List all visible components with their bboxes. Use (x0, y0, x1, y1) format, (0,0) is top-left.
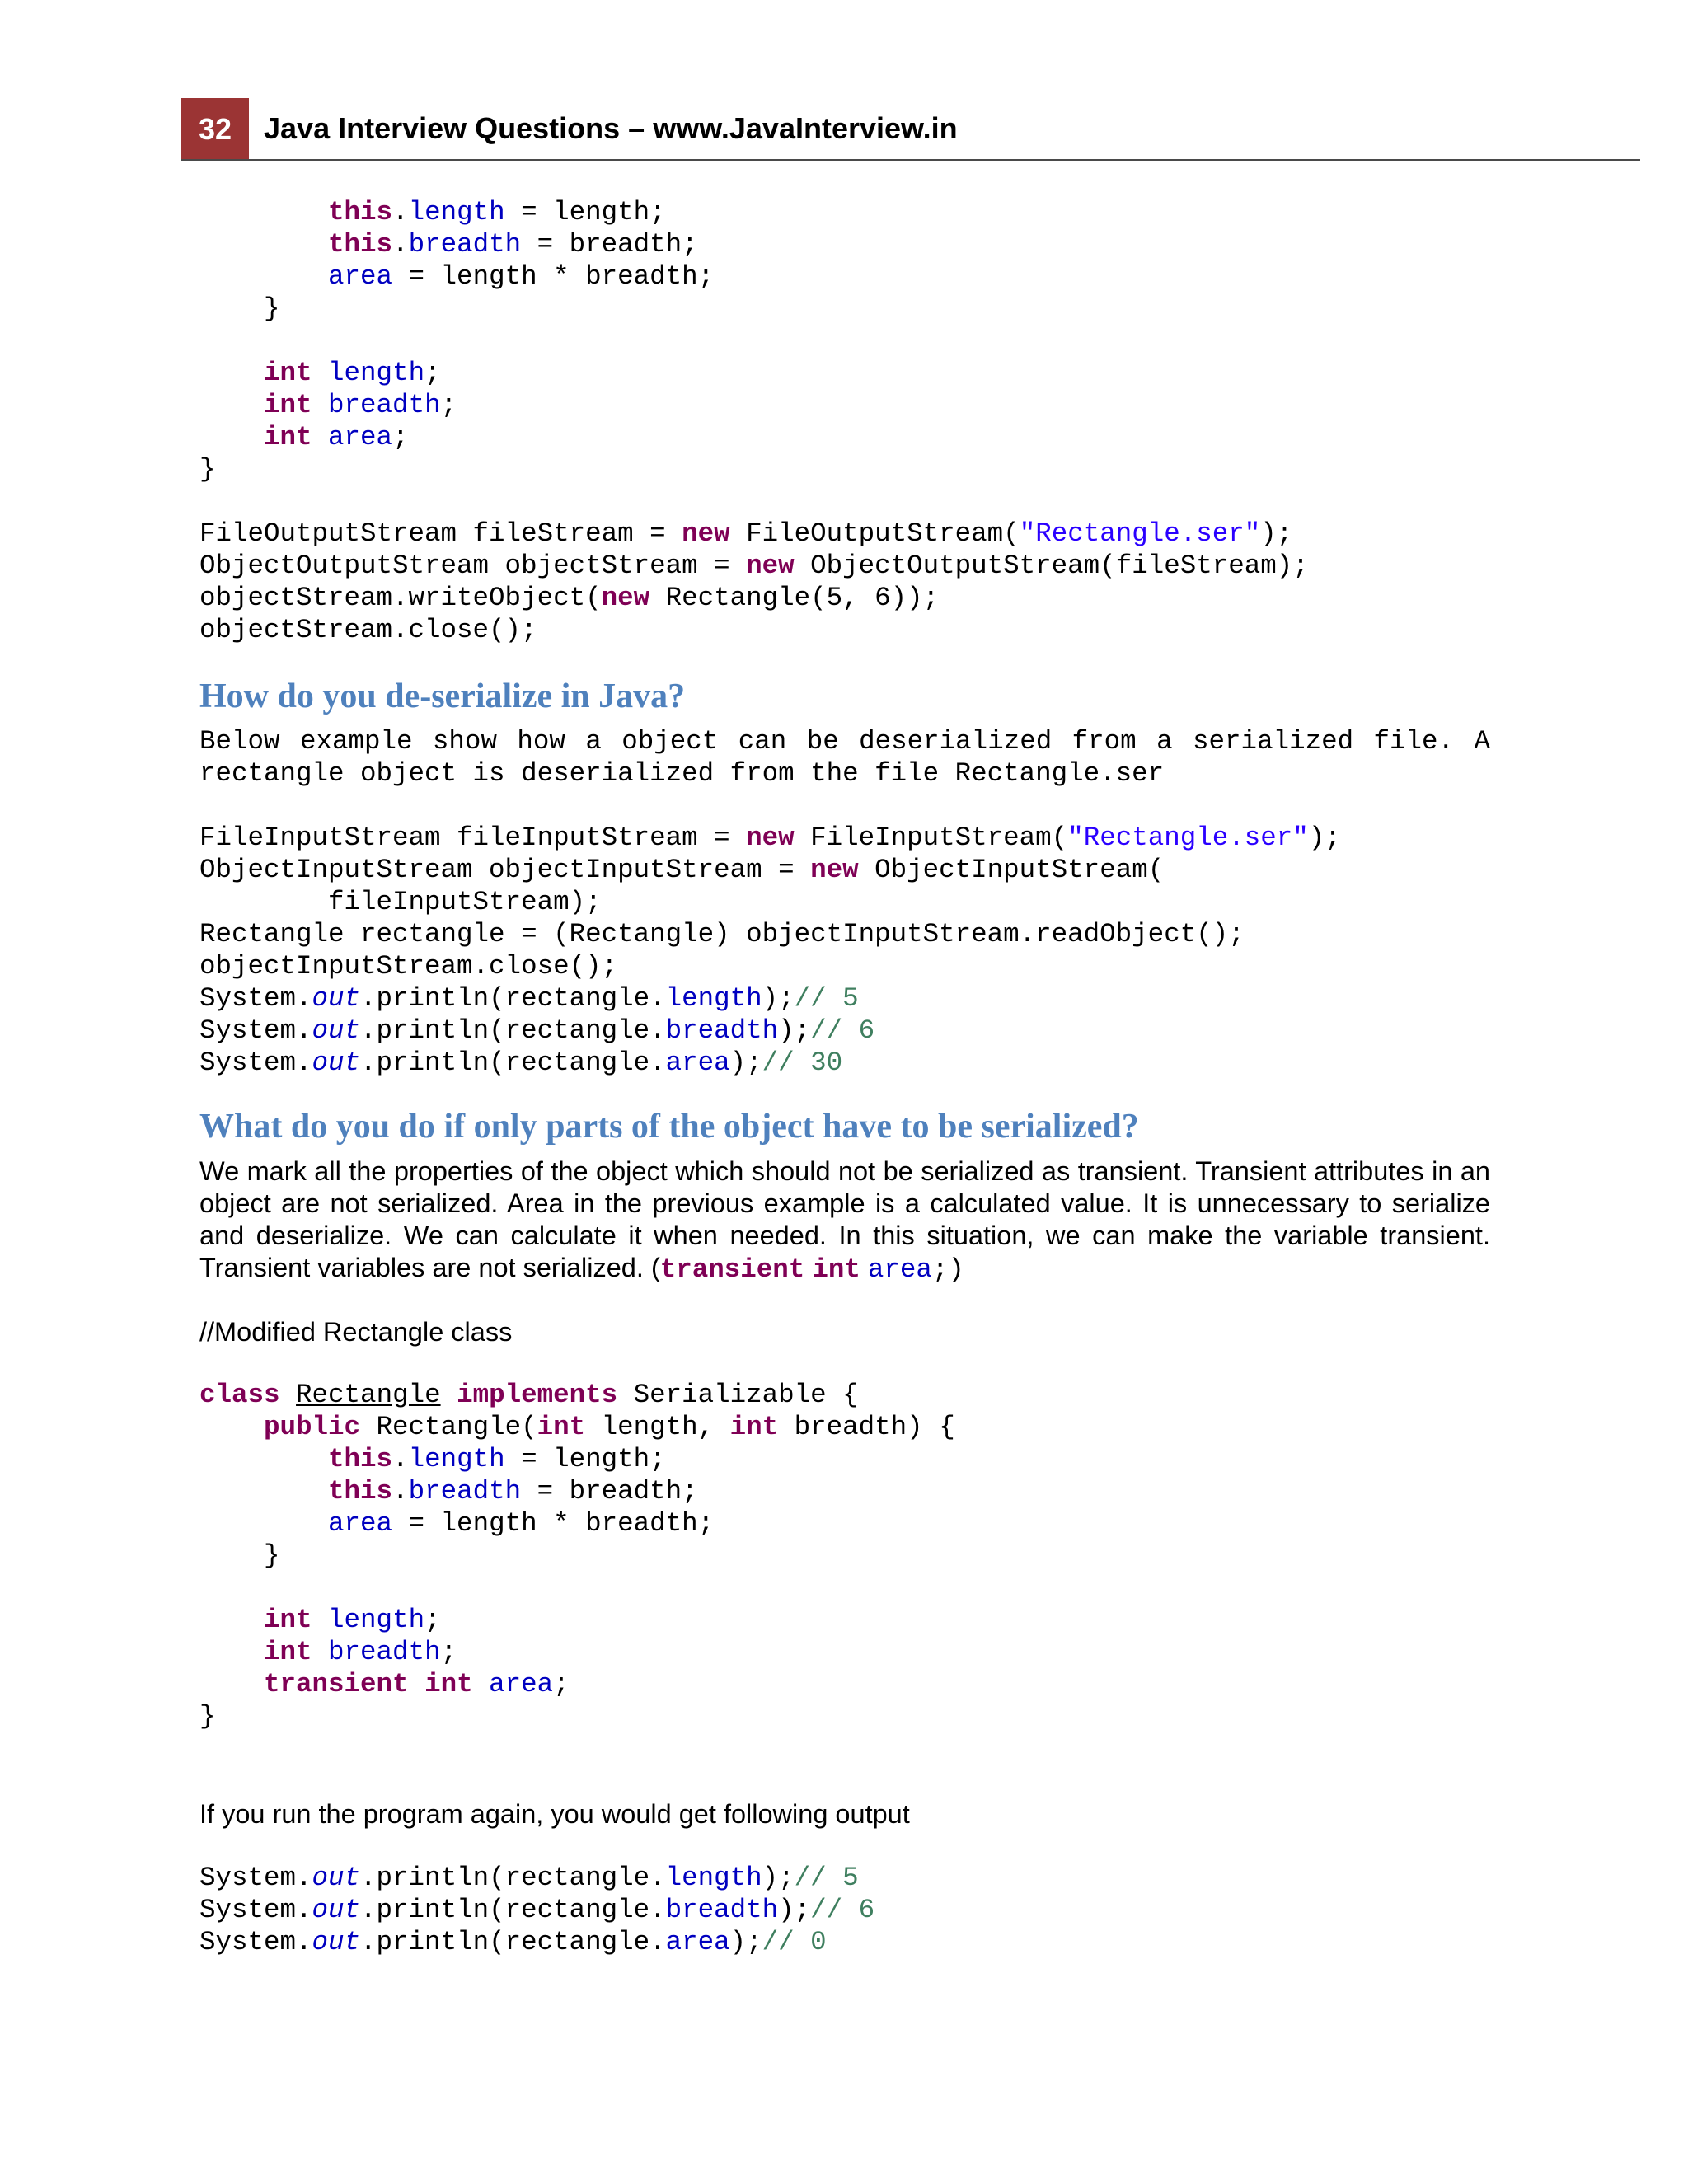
code-token: System. (199, 1047, 312, 1078)
code-token: new (810, 855, 859, 885)
code-token: FileInputStream fileInputStream = (199, 823, 747, 853)
code-token: area (328, 261, 393, 292)
code-token: .println(rectangle. (360, 1895, 666, 1925)
code-token: class (199, 1380, 280, 1410)
code-token: .println(rectangle. (360, 1863, 666, 1893)
code-token: Rectangle( (360, 1412, 537, 1442)
code-token: = length; (504, 197, 666, 227)
code-token: Rectangle (296, 1380, 441, 1410)
modified-class-comment: //Modified Rectangle class (199, 1317, 513, 1347)
code-block-modified-class (199, 1379, 955, 1732)
header-divider (181, 159, 1640, 161)
code-block-output (199, 1862, 874, 1958)
code-token: System. (199, 983, 312, 1014)
code-token: area (665, 1047, 730, 1078)
code-token: "Rectangle.ser" (1067, 823, 1309, 853)
code-token: length (408, 1444, 505, 1474)
code-token: out (312, 1863, 361, 1893)
code-token: public (264, 1412, 361, 1442)
code-token: breadth) { (778, 1412, 955, 1442)
code-token: length (328, 1605, 425, 1635)
code-token: FileOutputStream( (729, 518, 1020, 549)
code-token: "Rectangle.ser" (1019, 518, 1261, 549)
code-token: breadth (328, 390, 441, 420)
code-token: new (601, 583, 650, 613)
code-token: = length * breadth; (392, 1508, 715, 1539)
code-token: // 0 (762, 1927, 827, 1957)
code-token: ; (440, 1637, 457, 1667)
code-token: ; (440, 390, 457, 420)
code-token: new (746, 823, 795, 853)
code-token: ObjectInputStream( (858, 855, 1165, 885)
code-token: area (665, 1927, 730, 1957)
code-token: Rectangle(5, 6)); (649, 583, 940, 613)
code-token: Serializable { (617, 1380, 859, 1410)
code-token: ); (762, 983, 795, 1014)
code-token: area (328, 422, 393, 452)
section-heading-deserialize: How do you de-serialize in Java? (199, 677, 686, 715)
code-token: new (682, 518, 730, 549)
code-token: implements (457, 1380, 618, 1410)
code-token: System. (199, 1895, 312, 1925)
code-token: transient (264, 1669, 409, 1699)
code-block-deserialize (199, 822, 1341, 1079)
code-token: objectInputStream.close(); (199, 951, 618, 982)
code-token: FileInputStream( (794, 823, 1068, 853)
code-token: = length; (504, 1444, 666, 1474)
code-token: breadth (328, 1637, 441, 1667)
inline-code-keyword: int (812, 1254, 860, 1285)
code-token: System. (199, 1927, 312, 1957)
code-token: = breadth; (521, 229, 698, 260)
code-token: ObjectInputStream objectInputStream = (199, 855, 811, 885)
code-token: this (328, 1444, 393, 1474)
code-token: ; (553, 1669, 570, 1699)
code-token: .println(rectangle. (360, 983, 666, 1014)
section-description-deserialize: Below example show how a object can be deserialized from a serialized file. A rectangle object is deserialized from the file Rectangle.ser (199, 726, 1490, 789)
code-token: . (392, 197, 409, 227)
code-token: this (328, 197, 393, 227)
code-token: ; (424, 1605, 441, 1635)
code-token: ); (778, 1015, 811, 1046)
page-header (181, 98, 1640, 161)
code-token: length, (585, 1412, 730, 1442)
code-token: int (424, 1669, 473, 1699)
paragraph-text: We mark all the properties of the object which should not be serialized as transient. Transient attributes in an object are not serialized. Area in the previous example is a calculated value. It is unnecessary to serialize and deserialize. We can calculate it when needed. In this situation, we can make the variable transient. Transient variables are not serialized. ( (199, 1156, 1490, 1282)
code-token: breadth (665, 1015, 779, 1046)
code-token: ); (1260, 518, 1293, 549)
code-token: int (264, 422, 312, 452)
code-token: // 5 (794, 1863, 859, 1893)
code-token: int (264, 1605, 312, 1635)
code-token: Rectangle rectangle = (Rectangle) objectInputStream.readObject(); (199, 919, 1245, 949)
code-token: int (264, 358, 312, 388)
inline-code-keyword: transient (659, 1254, 805, 1285)
code-token: } (199, 454, 216, 485)
code-token: breadth (408, 1476, 522, 1507)
section-paragraph-transient (199, 1155, 1490, 1286)
code-block-constructor-tail (199, 196, 1309, 646)
inline-code-field: area (867, 1254, 932, 1285)
code-token: breadth (665, 1895, 779, 1925)
code-token: System. (199, 1863, 312, 1893)
code-token: int (264, 390, 312, 420)
code-token: out (312, 1927, 361, 1957)
code-token: = breadth; (521, 1476, 698, 1507)
code-token: } (264, 293, 280, 324)
code-token: .println(rectangle. (360, 1015, 666, 1046)
code-token: ); (762, 1863, 795, 1893)
code-token: int (729, 1412, 779, 1442)
output-intro-text: If you run the program again, you would get following output (199, 1799, 910, 1829)
code-token: objectStream.close(); (199, 615, 537, 645)
code-token: ObjectOutputStream(fileStream); (794, 551, 1309, 581)
code-token: ); (1308, 823, 1341, 853)
code-token: // 5 (794, 983, 859, 1014)
code-token: new (746, 551, 795, 581)
code-token: } (264, 1540, 280, 1571)
page-number: 32 (181, 98, 249, 161)
code-token: out (312, 1895, 361, 1925)
code-token: length (408, 197, 505, 227)
code-token: ); (729, 1927, 762, 1957)
code-token: objectStream.writeObject( (199, 583, 602, 613)
header-title: Java Interview Questions – www.JavaInterview.in (264, 111, 958, 145)
code-token: ObjectOutputStream objectStream = (199, 551, 747, 581)
code-token: FileOutputStream fileStream = (199, 518, 682, 549)
code-token: // 6 (810, 1015, 875, 1046)
code-token: ); (729, 1047, 762, 1078)
code-token: } (199, 1701, 216, 1732)
code-token: length (665, 1863, 762, 1893)
code-token: this (328, 1476, 393, 1507)
code-token: . (392, 1444, 409, 1474)
code-token: int (264, 1637, 312, 1667)
section-heading-partial-serialization: What do you do if only parts of the object have to be serialized? (199, 1108, 1139, 1146)
code-token: .println(rectangle. (360, 1927, 666, 1957)
code-token: ); (778, 1895, 811, 1925)
code-token: System. (199, 1015, 312, 1046)
code-token: out (312, 1047, 361, 1078)
code-token: ; (424, 358, 441, 388)
code-token: ; (392, 422, 409, 452)
code-token: breadth (408, 229, 522, 260)
code-token: = length * breadth; (392, 261, 715, 292)
code-token: out (312, 983, 361, 1014)
code-token: int (537, 1412, 586, 1442)
code-token: area (489, 1669, 554, 1699)
code-token: this (328, 229, 393, 260)
code-token: .println(rectangle. (360, 1047, 666, 1078)
code-token: . (392, 1476, 409, 1507)
code-token: // 6 (810, 1895, 875, 1925)
code-token: // 30 (762, 1047, 843, 1078)
code-token: fileInputStream); (328, 887, 602, 917)
code-token: length (328, 358, 425, 388)
code-token: area (328, 1508, 393, 1539)
inline-code-end: ;) (931, 1254, 964, 1285)
code-token: out (312, 1015, 361, 1046)
code-token: length (665, 983, 762, 1014)
code-token: . (392, 229, 409, 260)
